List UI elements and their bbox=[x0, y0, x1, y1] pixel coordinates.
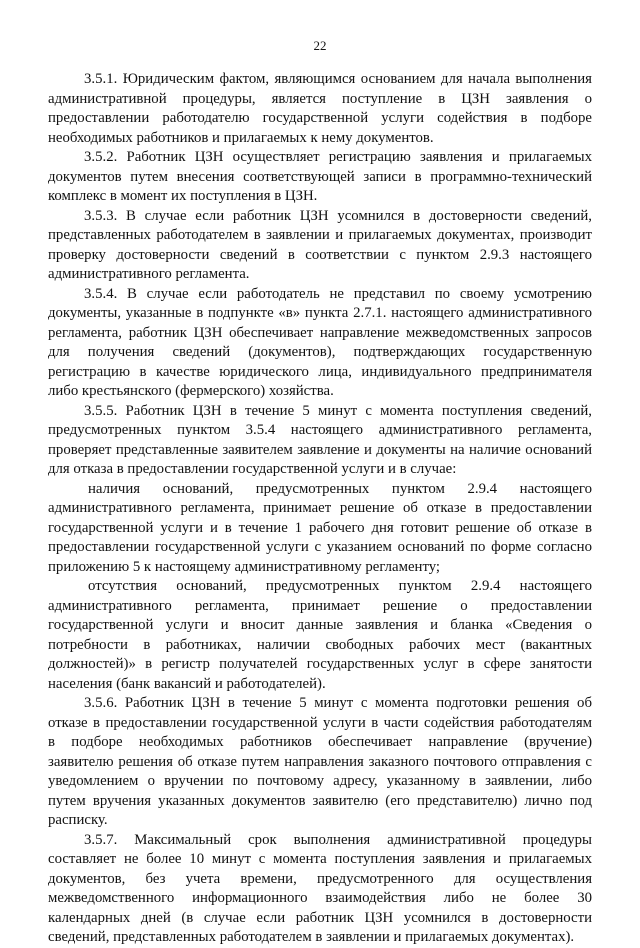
text-line: наличия оснований, предусмотренных пунктом 2.9.4 настоящего bbox=[88, 480, 592, 497]
text-line: предоставлении работодателю государственной услуги содействия в подборе bbox=[48, 110, 592, 126]
text-line: административной процедуры, является поступление в ЦЗН заявления о bbox=[48, 90, 592, 107]
text-line: для получения сведений (документов), подтверждающих государственную bbox=[48, 344, 592, 360]
text-line: 3.5.6. Работник ЦЗН в течение 5 минут с момента подготовки решения об bbox=[84, 695, 592, 711]
text-line: документов путем внесения соответствующей записи в программно-технический bbox=[48, 168, 592, 185]
text-line: 3.5.1. Юридическим фактом, являющимся основанием для начала выполнения bbox=[84, 71, 592, 87]
text-line: документов, без учета времени, предусмотренного для осуществления bbox=[48, 870, 592, 887]
text-line: регламента, работник ЦЗН обеспечивает направление межведомственных запросов bbox=[48, 324, 592, 341]
text-line: 3.5.2. Работник ЦЗН осуществляет регистрацию заявления и прилагаемых bbox=[84, 149, 592, 165]
text-line: отсутствия оснований, предусмотренных пунктом 2.9.4 настоящего bbox=[88, 578, 592, 594]
text-line: необходимых работников и прилагаемых к нему документов. bbox=[48, 129, 434, 146]
text-line: государственной услуги и в течение 1 рабочего дня готовит решение об отказе в bbox=[48, 519, 592, 536]
page-number: 22 bbox=[313, 38, 327, 53]
text-line: проверку достоверности сведений в соответствии с пунктом 2.9.3 настоящего bbox=[48, 246, 592, 263]
paragraph-p356 bbox=[48, 694, 592, 831]
text-line: предоставлении государственной услуги с указанием оснований по форме согласно bbox=[48, 539, 592, 555]
text-line: отказе в предоставлении государственной услуги в части содействия работодателям bbox=[48, 714, 592, 731]
text-line: заявителю решения об отказе путем направления заказного почтового отправления с bbox=[48, 753, 592, 770]
text-line: календарных дней (в случае если работник ЦЗН усомнился в достоверности bbox=[48, 909, 592, 926]
text-line: комплекс в момент их поступления в ЦЗН. bbox=[48, 188, 318, 204]
text-line: 3.5.3. В случае если работник ЦЗН усомнился в достоверности сведений, bbox=[84, 207, 592, 224]
text-line: расписку. bbox=[48, 812, 108, 828]
text-line: проверяет представленные заявителем заявление и документы на наличие оснований bbox=[48, 441, 592, 458]
paragraph-p351 bbox=[48, 70, 592, 148]
text-line: для отказа в предоставлении государственной услуги и в случае: bbox=[48, 461, 457, 477]
document-body bbox=[48, 70, 592, 948]
text-line: документы, указанные в подпункте «в» пункта 2.7.1. настоящего административного bbox=[48, 305, 592, 321]
text-line: 3.5.4. В случае если работодатель не представил по своему усмотрению bbox=[84, 285, 592, 302]
paragraph-p355a bbox=[48, 480, 592, 578]
text-line: государственной услуги и вносит данные заявления и бланка «Сведения о bbox=[48, 617, 592, 633]
text-line: потребности в работниках, наличии свободных рабочих мест (вакантных bbox=[48, 636, 592, 653]
paragraph-p355b bbox=[48, 577, 592, 694]
text-line: административного регламента, принимает решение о предоставлении bbox=[48, 597, 592, 614]
text-line: 3.5.5. Работник ЦЗН в течение 5 минут с момента поступления сведений, bbox=[84, 402, 592, 419]
text-line: сведений, представленных работодателем в заявлении и прилагаемых документах). bbox=[48, 929, 575, 945]
text-line: представленных работодателем в заявлении и прилагаемых документах, производит bbox=[48, 227, 592, 243]
text-line: административного регламента, принимает решение об отказе в предоставлении bbox=[48, 500, 592, 516]
text-line: населения (банк вакансий и работодателей). bbox=[48, 675, 326, 692]
text-line: составляет не более 10 минут с момента поступления заявления и прилагаемых bbox=[48, 851, 592, 867]
text-line: регистрацию в качестве юридического лица, индивидуального предпринимателя bbox=[48, 363, 592, 380]
text-line: административного регламента. bbox=[48, 266, 250, 282]
paragraph-p354 bbox=[48, 285, 592, 402]
text-line: путем вручения указанных документов заявителю (его представителю) лично под bbox=[48, 792, 592, 809]
text-line: предусмотренных пунктом 3.5.4 настоящего административного регламента, bbox=[48, 422, 592, 438]
paragraph-p353 bbox=[48, 207, 592, 285]
text-line: уведомлением о вручении по почтовому адресу, указанному в заявлении, либо bbox=[48, 773, 592, 789]
paragraph-p355 bbox=[48, 402, 592, 480]
text-line: либо крестьянского (фермерского) хозяйства. bbox=[48, 383, 334, 399]
text-line: межведомственного информационного взаимодействия либо не более 30 bbox=[48, 890, 592, 906]
paragraph-p352 bbox=[48, 148, 592, 207]
text-line: 3.5.7. Максимальный срок выполнения административной процедуры bbox=[84, 831, 592, 848]
text-line: должностей)» в регистр получателей государственных услуг в сфере занятости bbox=[48, 656, 592, 672]
text-line: приложению 5 к настоящему административному регламенту; bbox=[48, 558, 441, 575]
paragraph-p357 bbox=[48, 831, 592, 948]
text-line: в подборе необходимых работников обеспечивает направление (вручение) bbox=[48, 734, 592, 750]
